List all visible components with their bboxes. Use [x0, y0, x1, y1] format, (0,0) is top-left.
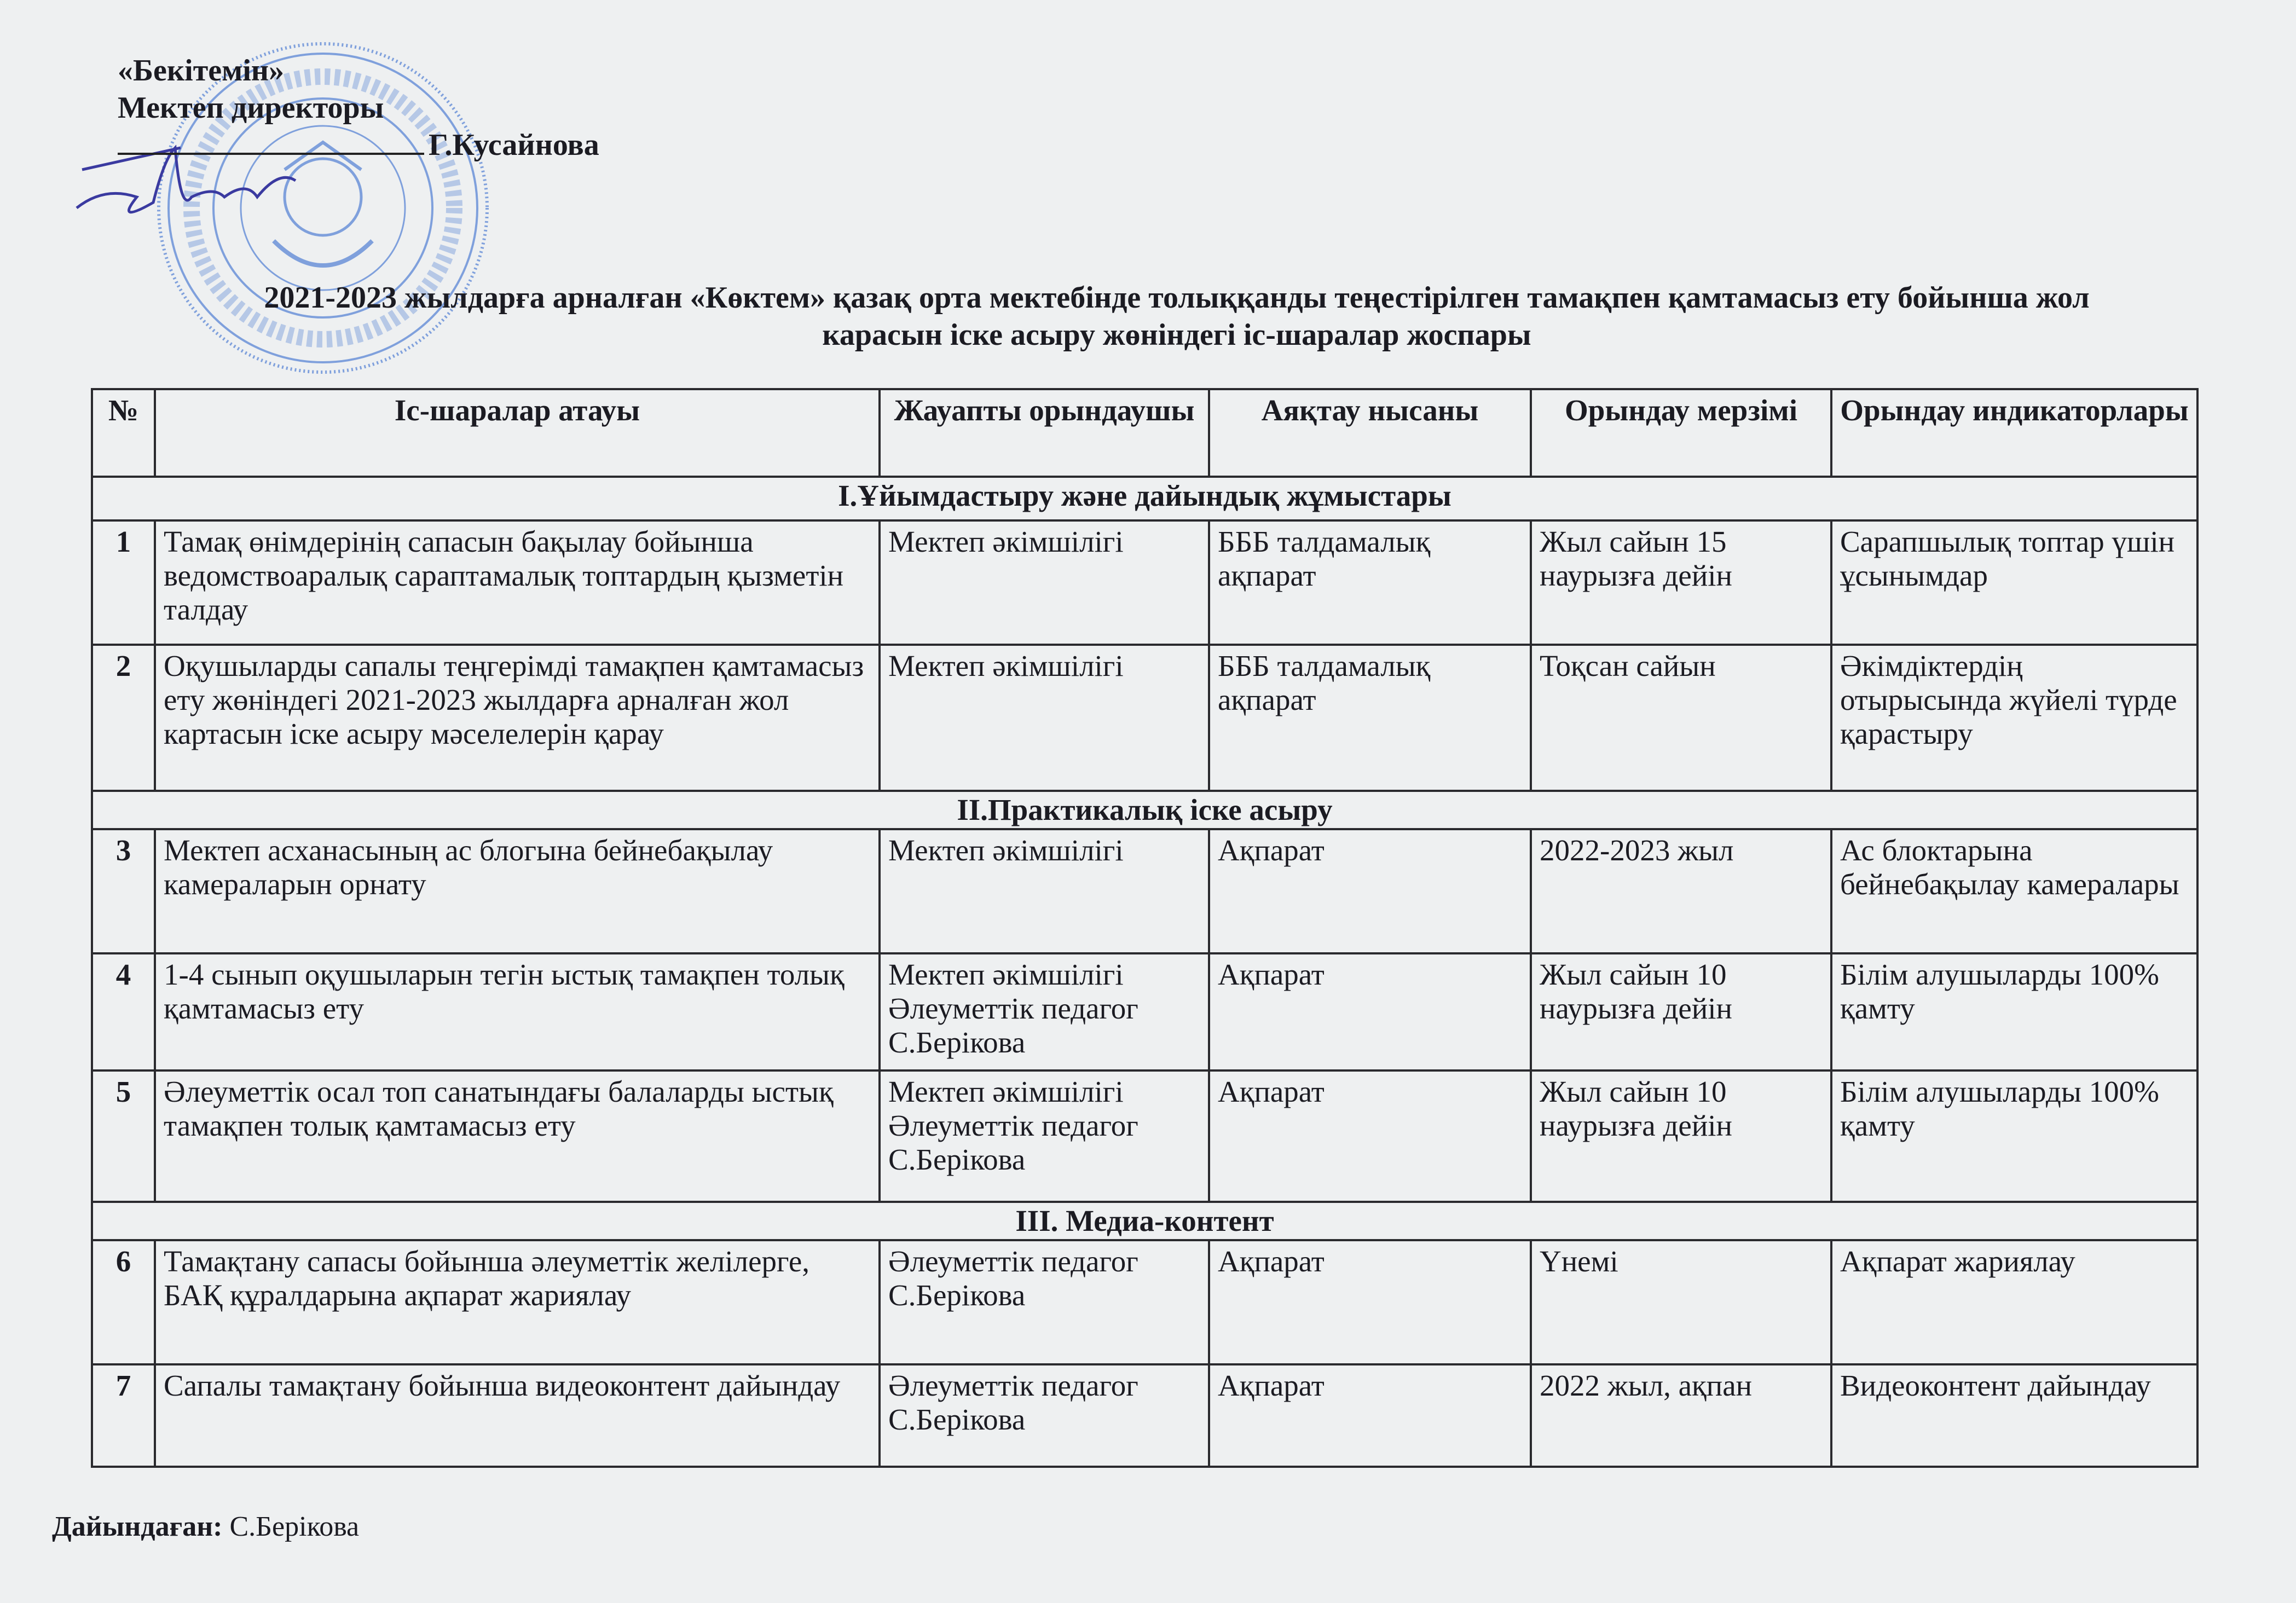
cell-number: 5: [92, 1070, 155, 1202]
cell-responsible: Мектеп әкімшілігі: [880, 829, 1209, 953]
cell-completion-form: Ақпарат: [1209, 829, 1531, 953]
cell-activity: Тамақ өнімдерінің сапасын бақылау бойынша ведомствоаралық сараптамалық топтардың қызметін талдау: [155, 520, 880, 645]
section-title: III. Медиа-контент: [92, 1202, 2197, 1240]
cell-number: 4: [92, 953, 155, 1070]
header-completion-form: Аяқтау нысаны: [1209, 389, 1531, 477]
cell-activity: Мектеп асханасының ас блогына бейнебақылау камераларын орнату: [155, 829, 880, 953]
header-activity: Іс-шаралар атауы: [155, 389, 880, 477]
approval-block: [118, 52, 599, 164]
cell-number: 1: [92, 520, 155, 645]
cell-responsible: Әлеуметтік педагог С.Берікова: [880, 1240, 1209, 1364]
title-line-2: карасын іске асыру жөніндегі іс-шаралар жоспары: [822, 318, 1531, 352]
cell-activity: Тамақтану сапасы бойынша әлеуметтік желілерге, БАҚ құралдарына ақпарат жариялау: [155, 1240, 880, 1364]
cell-completion-form: Ақпарат: [1209, 953, 1531, 1070]
section-row: [92, 1202, 2197, 1240]
table-row: [92, 520, 2197, 645]
cell-number: 7: [92, 1364, 155, 1467]
prepared-by-label: Дайындаған:: [52, 1511, 223, 1542]
header-deadline: Орындау мерзімі: [1531, 389, 1831, 477]
cell-deadline: Тоқсан сайын: [1531, 645, 1831, 791]
section-row: [92, 791, 2197, 829]
section-title: II.Практикалық іске асыру: [92, 791, 2197, 829]
cell-responsible: Мектеп әкімшілігі Әлеуметтік педагог С.Берікова: [880, 953, 1209, 1070]
table-header-row: [92, 389, 2197, 477]
cell-responsible: Мектеп әкімшілігі: [880, 520, 1209, 645]
cell-indicator: Білім алушыларды 100% қамту: [1831, 1070, 2197, 1202]
cell-responsible: Мектеп әкімшілігі Әлеуметтік педагог С.Берікова: [880, 1070, 1209, 1202]
cell-deadline: Жыл сайын 10 наурызға дейін: [1531, 1070, 1831, 1202]
cell-indicator: Ақпарат жариялау: [1831, 1240, 2197, 1364]
director-name: Г.Кусайнова: [429, 128, 599, 162]
cell-deadline: 2022-2023 жыл: [1531, 829, 1831, 953]
cell-deadline: Үнемі: [1531, 1240, 1831, 1364]
table-row: [92, 1070, 2197, 1202]
cell-completion-form: Ақпарат: [1209, 1240, 1531, 1364]
cell-deadline: Жыл сайын 10 наурызға дейін: [1531, 953, 1831, 1070]
header-responsible: Жауапты орындаушы: [880, 389, 1209, 477]
cell-activity: 1-4 сынып оқушыларын тегін ыстық тамақпен толық қамтамасыз ету: [155, 953, 880, 1070]
cell-activity: Сапалы тамақтану бойынша видеоконтент дайындау: [155, 1364, 880, 1467]
table-row: [92, 953, 2197, 1070]
cell-number: 3: [92, 829, 155, 953]
document-title: [109, 279, 2244, 354]
section-title: I.Ұйымдастыру және дайындық жұмыстары: [92, 477, 2197, 520]
cell-indicator: Ас блоктарына бейнебақылау камералары: [1831, 829, 2197, 953]
table-row: [92, 1364, 2197, 1467]
cell-deadline: 2022 жыл, ақпан: [1531, 1364, 1831, 1467]
cell-activity: Әлеуметтік осал топ санатындағы балаларды ыстық тамақпен толық қамтамасыз ету: [155, 1070, 880, 1202]
cell-deadline: Жыл сайын 15 наурызға дейін: [1531, 520, 1831, 645]
cell-number: 2: [92, 645, 155, 791]
prepared-by: [52, 1511, 359, 1543]
title-line-1: 2021-2023 жылдарға арналған «Көктем» қазақ орта мектебінде толыққанды теңестірілген тамақпен қамтамасыз ету бойынша жол: [264, 281, 2090, 315]
cell-completion-form: Ақпарат: [1209, 1364, 1531, 1467]
action-plan-table: [91, 388, 2199, 1468]
cell-indicator: Видеоконтент дайындау: [1831, 1364, 2197, 1467]
cell-completion-form: Ақпарат: [1209, 1070, 1531, 1202]
cell-indicator: Сарапшылық топтар үшін ұсынымдар: [1831, 520, 2197, 645]
table-row: [92, 1240, 2197, 1364]
approval-position: Мектеп директоры: [118, 91, 384, 125]
table-row: [92, 829, 2197, 953]
prepared-by-name: С.Берікова: [229, 1511, 360, 1542]
table-row: [92, 645, 2197, 791]
cell-activity: Оқушыларды сапалы теңгерімді тамақпен қамтамасыз ету жөніндегі 2021-2023 жылдарға арналған жол картасын іске асыру мәселелерін қарау: [155, 645, 880, 791]
cell-completion-form: БББ талдамалық ақпарат: [1209, 645, 1531, 791]
header-number: №: [92, 389, 155, 477]
header-indicators: Орындау индикаторлары: [1831, 389, 2197, 477]
section-row: [92, 477, 2197, 520]
signature-line: [118, 131, 424, 155]
cell-completion-form: БББ талдамалық ақпарат: [1209, 520, 1531, 645]
approval-heading: «Бекітемін»: [118, 54, 285, 88]
cell-indicator: Білім алушыларды 100% қамту: [1831, 953, 2197, 1070]
cell-number: 6: [92, 1240, 155, 1364]
cell-indicator: Әкімдіктердің отырысында жүйелі түрде қарастыру: [1831, 645, 2197, 791]
cell-responsible: Әлеуметтік педагог С.Берікова: [880, 1364, 1209, 1467]
cell-responsible: Мектеп әкімшілігі: [880, 645, 1209, 791]
